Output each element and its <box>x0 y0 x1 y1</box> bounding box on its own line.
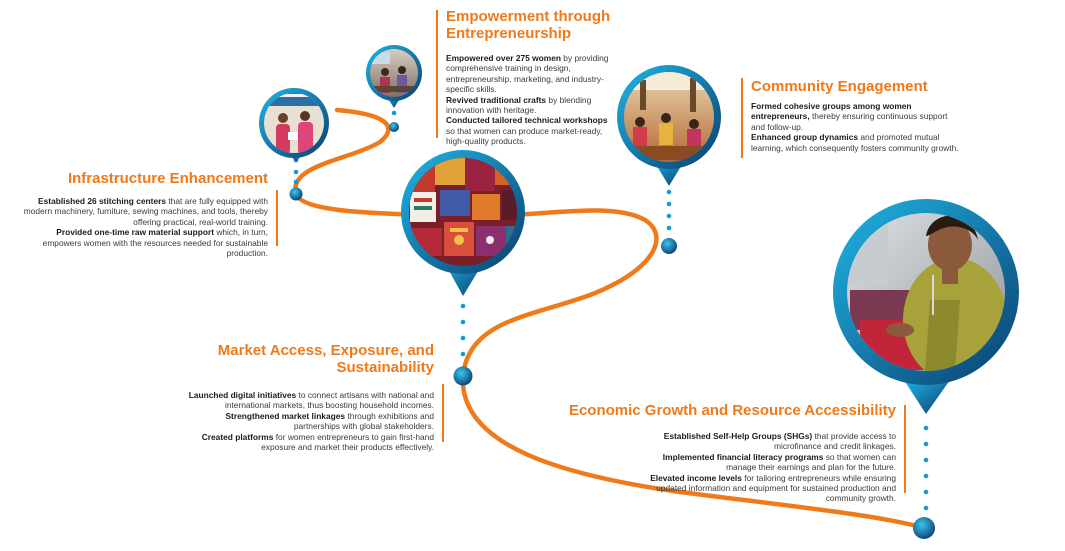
item-text: through exhibitions and partnerships with global stakeholders. <box>293 410 434 432</box>
photo-women-training-icon <box>259 88 330 162</box>
section-market <box>186 342 434 452</box>
section-item <box>186 390 434 411</box>
section-title: Market Access, Exposure, and Sustainability <box>217 342 434 376</box>
item-text: that provide access to microfinance and credit linkages. <box>774 431 896 452</box>
section-empowerment <box>446 8 614 147</box>
section-item <box>22 227 268 258</box>
photo-textile-products-icon <box>401 150 526 296</box>
section-item <box>186 411 434 432</box>
section-economic <box>556 402 896 504</box>
item-text: thereby ensuring continuous support and follow-up. <box>751 111 948 132</box>
section-item <box>22 196 268 227</box>
photo-community-group-icon <box>617 65 721 186</box>
section-item <box>446 115 614 146</box>
section-divider <box>276 190 278 246</box>
item-highlight: Formed cohesive groups among women entrepreneurs, <box>751 101 912 122</box>
item-highlight: Created platforms <box>201 431 274 442</box>
section-item <box>751 132 963 153</box>
section-item <box>751 101 963 132</box>
item-highlight: Empowered over 275 women <box>446 53 561 63</box>
section-divider <box>442 384 444 442</box>
item-text: so that women can produce market-ready, high-quality products. <box>446 125 603 147</box>
section-divider <box>741 78 743 158</box>
section-title: Infrastructure Enhancement <box>67 170 268 187</box>
photo-woman-sewing-icon <box>833 199 1019 414</box>
section-item <box>186 432 434 453</box>
section-title: Empowerment through Entrepreneurship <box>446 8 611 42</box>
item-highlight: Established Self-Help Groups (SHGs) <box>663 431 813 441</box>
item-text: by blending innovation with heritage. <box>446 94 592 116</box>
item-highlight: Strengthened market linkages <box>225 410 346 421</box>
item-highlight: Elevated income levels <box>650 472 742 483</box>
section-divider <box>904 405 906 493</box>
section-item <box>646 473 896 504</box>
photo-workshop-icon <box>366 45 422 108</box>
section-title: Economic Growth and Resource Accessibility <box>568 402 896 419</box>
item-text: by providing comprehensive training in design, entrepreneurship, marketing, and industry-specific skills. <box>446 53 609 95</box>
item-text: for women entrepreneurs to gain first-hand exposure and market their products effectively. <box>261 431 434 453</box>
section-title: Community Engagement <box>751 78 928 95</box>
item-text: so that women can manage their earnings and plan for the future. <box>726 451 896 473</box>
item-text: for tailoring entrepreneurs while ensuring updated information and equipment for sustained production and community growth. <box>656 472 896 504</box>
section-item <box>646 452 896 473</box>
item-text: which, in turn, empowers women with the resources needed for sustainable production. <box>42 227 268 259</box>
section-item <box>446 95 614 116</box>
item-highlight: Enhanced group dynamics <box>751 132 859 143</box>
item-text: to connect artisans with national and international markets, thus boosting household incomes. <box>224 390 434 411</box>
item-highlight: Conducted tailored technical workshops <box>446 115 608 126</box>
item-text: that are fully equipped with modern machinery, furniture, sewing machines, and tools, thereby offering practical, real-world training. <box>23 196 268 227</box>
item-highlight: Established 26 stitching centers <box>38 196 167 206</box>
section-infrastructure <box>22 170 268 258</box>
section-item <box>646 431 896 452</box>
item-highlight: Revived traditional crafts <box>446 94 547 105</box>
item-highlight: Launched digital initiatives <box>188 390 297 400</box>
item-text: and promoted mutual learning, which consequently fosters community growth. <box>751 132 959 153</box>
section-community <box>751 78 963 153</box>
item-highlight: Provided one-time raw material support <box>56 227 214 238</box>
section-divider <box>436 10 438 138</box>
item-highlight: Implemented financial literacy programs <box>662 451 824 462</box>
section-item <box>446 53 614 95</box>
